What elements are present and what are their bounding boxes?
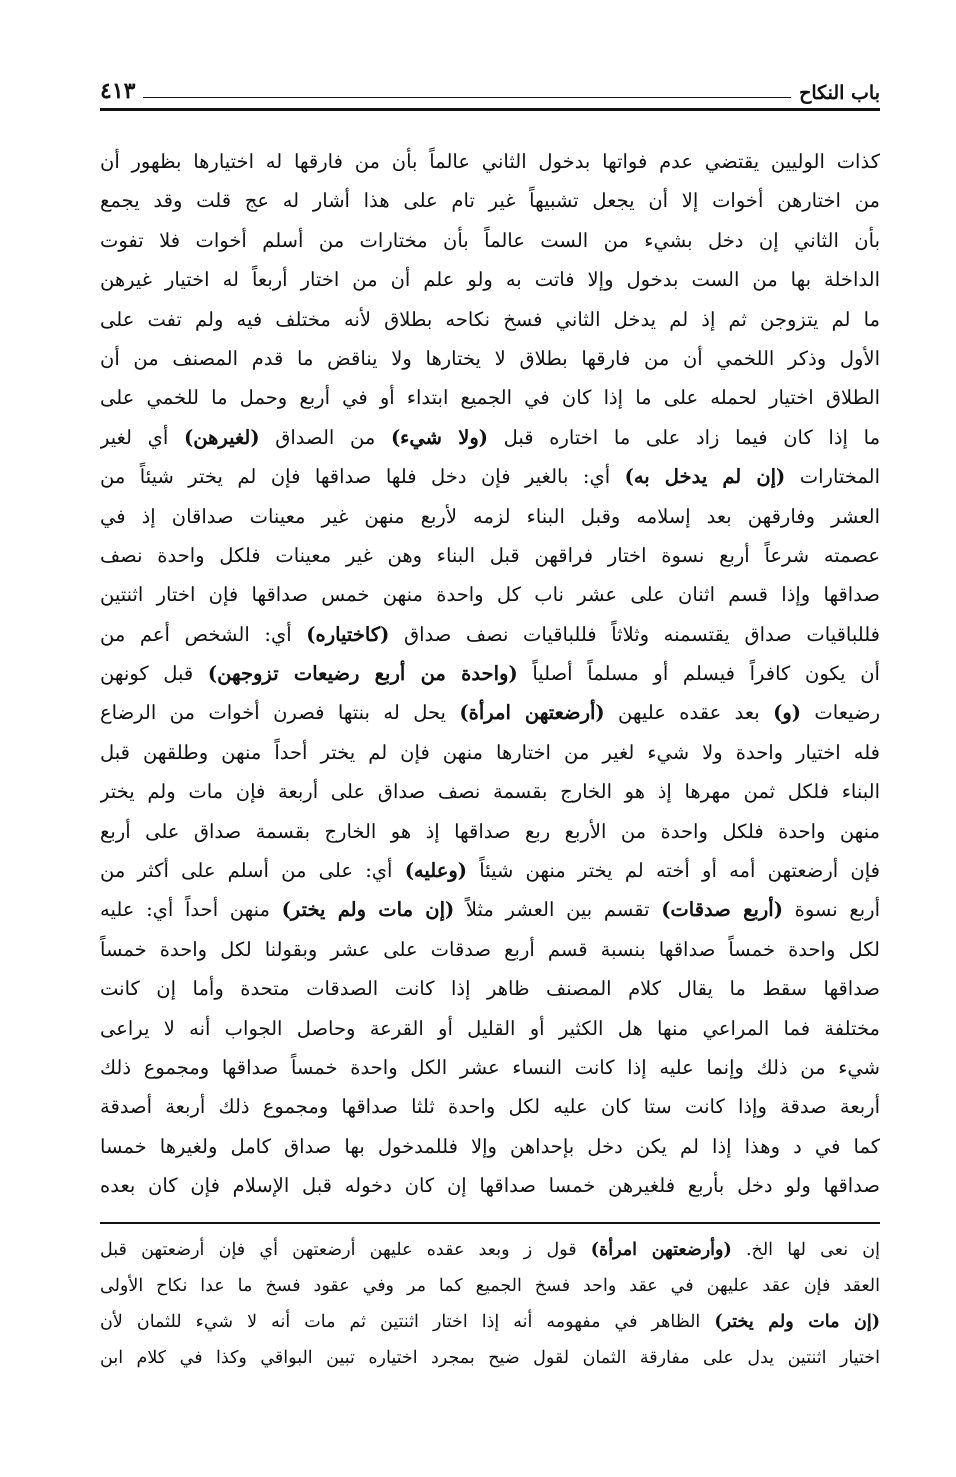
text-segment: من اختارهن أخوات إلا أن يجعل تشبيهاً غير تام على هذا أشار له عج قلت وقد يجمع [100, 189, 880, 213]
text-segment: الأول وذكر اللخمي أن من فارقها بطلاق لا يختارها ولا يناقض ما قدم المصنف من أن [100, 346, 880, 370]
text-line [100, 969, 880, 1008]
text-segment: أربع نسوة [782, 898, 880, 922]
text-segment: قبل كونهن [100, 662, 208, 686]
text-segment: الداخلة بها من الست بدخول وإلا فاتت به ولو علم أن من اختار أربعاً له اختيار غيرهن [100, 268, 880, 292]
text-line [100, 615, 880, 654]
text-segment: اختيار اثنتين يدل على مفارقة الثمان لقول ضيح بمجرد اختياره تبين البواقي وكذا في كلام ابن [100, 1348, 880, 1368]
header-dash-line [143, 97, 791, 98]
bold-quoted-term: (ولا شيء) [390, 425, 488, 449]
text-segment: فله اختيار واحدة ولا شيء لغير من اختارها منهن فإن لم يختر أحداً منهن وطلقهن قبل [100, 740, 880, 764]
text-line [100, 733, 880, 772]
text-line [100, 812, 880, 851]
text-line [100, 575, 880, 614]
footnote-line [100, 1268, 880, 1304]
text-line [100, 890, 880, 929]
text-segment: من الصداق [259, 425, 391, 449]
text-line [100, 851, 880, 890]
text-line [100, 260, 880, 299]
text-segment: عصمته شرعاً أربع نسوة اختار فراقهن قبل البناء وهن غير معينات فلكل واحدة نصف [100, 543, 880, 567]
text-line [100, 497, 880, 536]
text-line [100, 300, 880, 339]
text-line [100, 693, 880, 732]
text-segment: فللباقيات صداق يقتسمنه وثلاثاً فللباقيات نصف صداق [389, 622, 880, 646]
page-number: ٤١٣ [100, 78, 136, 104]
text-line [100, 1166, 880, 1205]
text-segment: منهن واحدة فلكل واحدة من الأربع ربع صداقها إذ هو الخارج بقسمة صداق على أربع [100, 819, 880, 843]
text-segment: كما في د وهذا إذا لم يكن دخل بإحداهن وإلا فللمدخول بها صداق كامل ولغيرها خمسا [100, 1134, 880, 1158]
text-segment: البناء فلكل ثمن مهرها إذ هو الخارج بقسمة نصف صداق على أربعة فإن مات ولم يختر [100, 780, 880, 804]
text-segment: إن نعى لها الخ. [731, 1240, 880, 1260]
main-text [100, 142, 880, 1206]
text-segment: يحل له بنتها فصرن أخوات من الرضاع [100, 701, 460, 725]
chapter-title: باب النكاح [799, 82, 880, 104]
bold-quoted-term: (كاختياره) [306, 622, 390, 646]
text-segment: قول ز وبعد عقده عليهن أرضعتهن أي فإن أرضعتهن قبل [100, 1240, 591, 1260]
text-line [100, 772, 880, 811]
text-segment: بأن الثاني إن دخل بشيء من الست عالماً بأن مختارات من أسلم أخوات فلا تفوت [100, 228, 880, 252]
text-line [100, 142, 880, 181]
text-line [100, 181, 880, 220]
text-line [100, 654, 880, 693]
text-segment: أي لغير [100, 425, 185, 449]
text-segment: الطلاق اختيار لحمله على ما إذا كان في الجميع ابتداء أو في أربع وحمل ما للخمي على [100, 386, 880, 410]
text-segment: فإن أرضعتهن أمه أو أخته لم يختر منهن شيئاً [467, 859, 880, 883]
bold-quoted-term: (أرضعتهن امرأة) [459, 701, 605, 725]
text-segment: الظاهر في مفهومه أنه إذا اختار اثنتين ثم مات أنه لا شيء للثمان لأن [100, 1312, 715, 1332]
text-segment: العقد فإن عقد عليهن في عقد واحد فسخ الجميع كما مر وفي عقود فسخ ما عدا نكاح الأولى [100, 1276, 880, 1296]
text-line [100, 457, 880, 496]
text-segment: لكل واحدة خمساً صداقها بنسبة قسم أربع صدقات على عشر وبقولنا لكل واحدة خمساً [100, 937, 880, 961]
text-line [100, 536, 880, 575]
text-segment: ما إذا كان فيما زاد على ما اختاره قبل [487, 425, 880, 449]
bold-quoted-term: (إن مات ولم يختر) [281, 898, 455, 922]
footnotes [100, 1232, 880, 1376]
text-segment: أربعة صدقة وإذا كانت ستا كان عليه لكل واحدة ثلثا صداقها ومجموع ذلك أربعة أصدقة [100, 1095, 880, 1119]
text-segment: كذات الوليين يقتضي عدم فواتها بدخول الثاني عالماً بأن من فارقها له اختيارها بظهور أن [100, 150, 880, 173]
text-segment: شيء من ذلك وإنما عليه إذا كانت النساء عشر الكل واحدة خمساً صداقها ومجموع ذلك [100, 1055, 880, 1079]
text-line [100, 339, 880, 378]
header-rule [100, 108, 880, 111]
text-segment: صداقها ولو دخل بأربع فلغيرهن خمسا صداقها إن كان دخوله قبل الإسلام فإن كان بعده [100, 1174, 880, 1198]
text-line [100, 378, 880, 417]
text-segment: أن يكون كافراً فيسلم أو مسلماً أصلياً [517, 662, 880, 686]
footnote-line [100, 1304, 880, 1340]
running-header [100, 78, 880, 104]
bold-quoted-term: (إن مات ولم يختر) [714, 1312, 880, 1332]
text-segment: ما لم يتزوجن ثم إذ لم يدخل الثاني فسخ نكاحه بطلاق لأنه مختلف فيه ولم تفت على [100, 307, 880, 331]
footnote-line [100, 1232, 880, 1268]
bold-quoted-term: (وأرضعتهن امرأة) [590, 1240, 732, 1260]
text-line [100, 1009, 880, 1048]
bold-quoted-term: (و) [773, 701, 802, 725]
footnote-separator [100, 1222, 880, 1224]
text-segment: صداقها وإذا قسم اثنان على عشر ناب كل واحدة منهن خمس صداقها فإن اختار اثنتين [100, 583, 880, 607]
text-segment: أي: بالغير فإن دخل فلها صداقها فإن لم يختر شيئاً من [100, 465, 625, 489]
text-segment: صداقها سقط ما يقال كلام المصنف ظاهر إذا كانت الصدقات متحدة وأما إن كانت [100, 977, 880, 1001]
text-segment: تقسم بين العشر مثلاً [454, 898, 662, 922]
bold-quoted-term: (لغيرهن) [184, 425, 260, 449]
text-segment: العشر وفارقهن بعد إسلامه وقبل البناء لزمه لأربع منهن غير معينات صداقان إذ في [100, 504, 880, 528]
text-line [100, 418, 880, 457]
text-line [100, 1048, 880, 1087]
text-line [100, 1087, 880, 1126]
text-segment: مختلفة فما المراعي منها هل الكثير أو القليل أو القرعة وحاصل الجواب أنه لا يراعى [100, 1016, 880, 1040]
bold-quoted-term: (وعليه) [404, 859, 468, 883]
text-line [100, 1127, 880, 1166]
bold-quoted-term: (واحدة من أربع رضيعات تزوجهن) [207, 662, 518, 686]
text-segment: بعد عقده عليهن [604, 701, 774, 725]
text-segment: المختارات [785, 465, 880, 489]
text-segment: أي: الشخص أعم من [100, 622, 307, 646]
bold-quoted-term: (إن لم يدخل به) [624, 465, 786, 489]
text-segment: منهن أحداً أي: عليه [100, 898, 282, 922]
text-line [100, 930, 880, 969]
footnote-line [100, 1340, 880, 1376]
text-line [100, 221, 880, 260]
bold-quoted-term: (أربع صدقات) [661, 898, 783, 922]
text-segment: أي: على من أسلم على أكثر من [100, 859, 405, 883]
text-segment: رضيعات [801, 701, 880, 725]
